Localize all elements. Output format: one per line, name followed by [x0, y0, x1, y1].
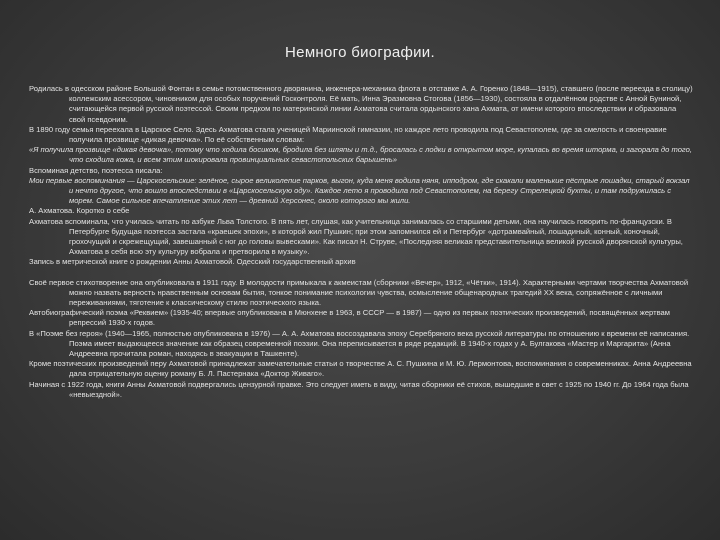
paragraph-tsarskoe-selo: В 1890 году семья переехала в Царское Село. Здесь Ахматова стала ученицей Мариинской гимназии, но каждое лето проводила под Севастополем, где за смелость и своенравие получила прозвище «дикая девочка». По её собственным словам: — [29, 124, 667, 145]
quote-wild-girl: «Я получила прозвище «дикая девочка», потому что ходила босиком, бродила без шляпы и т.д., бросалась с лодки в открытом море, купалась во время шторма, и загорала до того, что сходила кожа, и всем этим шокировала провинциальных севастопольских барышень» — [29, 145, 692, 165]
paragraph-poem-without-hero: В «Поэме без героя» (1940—1965, полностью опубликована в 1976) — А. А. Ахматова воссоздавала эпоху Серебряного века русской литературы по отношению к времени её написания. Поэма имеет выдающееся значение как образец современной поэзии. Она переписывается в ряде редакций. В 1940-х годах у А. Булгакова «Мастер и Маргарита» (Анна Андреевна прочитала роман, находясь в эвакуации в Ташкенте). — [29, 328, 690, 359]
paragraph-birth-record: Запись в метрической книге о рождении Анны Ахматовой. Одесский государственный архив — [29, 257, 356, 267]
paragraph-censorship: Начиная с 1922 года, книги Анны Ахматовой подвергались цензурной правке. Это следует иметь в виду, читая сборники её стихов, вышедшие в свет с 1925 по 1940 гг. До 1964 года была «невыездной». — [29, 379, 689, 399]
quote-source: А. Ахматова. Коротко о себе — [29, 206, 130, 216]
paragraph-first-poem: Своё первое стихотворение она опубликовала в 1911 году. В молодости примыкала к акмеистам (сборники «Вечер», 1912, «Чётки», 1914). Характерными чертами творчества Ахматовой можно назвать верность нравственным основам бытия, тонкое понимание психологии чувства, осмысление общенародных трагедий XX века, сопряжённое с личными переживаниями, тяготение к классическому стилю поэтического языка. — [29, 277, 689, 308]
quote-first-memories: Мои первые воспоминания — Царскосельские: зелёное, сырое великолепие парков, выгон, куда меня водила няня, ипподром, где скакали маленькие пёстрые лошадки, старый вокзал и нечто другое, что вошло впоследствии в «Царскосельскую оду». Каждое лето я проводила под Севастополем, на берегу Стрелецкой бухты, и там подружилась с морем. Самое сильное впечатление этих лет — древний Херсонес, около которого мы жили. — [29, 175, 690, 206]
slide-title: Немного биографии. — [285, 44, 435, 61]
paragraph-birth: Родилась в одесском районе Большой Фонтан в семье потомственного дворянина, инженера-механика флота в отставке А. А. Горенко (1848—1915), ставшего (после переезда в столицу) коллежским асессором, чиновником для особых поручений Госконтроля. Её мать, Инна Эразмовна Стогова (1856—1930), состояла в отдалённом родстве с Анной Буниной, считающейся первой русской поэтессой. Своим предком по материнской линии Ахматова считала ордынского хана Ахмата, от имени которого впоследствии и образовала свой псевдоним. — [29, 84, 693, 124]
slide-content — [29, 84, 693, 400]
paragraph-articles: Кроме поэтических произведений перу Ахматовой принадлежат замечательные статьи о творчестве А. С. Пушкина и М. Ю. Лермонтова, воспоминания о современниках. Анна Андреевна дала отрицательную оценку роману Б. Л. Пастернака «Доктор Живаго». — [29, 359, 692, 379]
paragraph-reading: Ахматова вспоминала, что училась читать по азбуке Льва Толстого. В пять лет, слушая, как учительница занималась со старшими детьми, она научилась говорить по-французски. В Петербурге будущая поэтесса застала «краешек эпохи», в которой жил Пушкин; при этом запомнился ей и Петербург «дотрамвайный, лошадиный, конный, коночный, грохочущий и скрежещущий, завешанный с ног до головы вывесками». Как писал Н. Струве, «Последняя великая представительница великой русской дворянской культуры, Ахматова в себя всю эту культуру вобрала и претворила в музыку». — [29, 216, 683, 257]
paragraph-requiem: Автобиографический поэма «Реквием» (1935-40; впервые опубликована в Мюнхене в 1963, в СССР — в 1987) — одно из первых поэтических произведений, посвящённых жертвам репрессий 1930-х годов. — [29, 308, 670, 328]
paragraph-childhood-intro: Вспоминая детство, поэтесса писала: — [29, 165, 163, 175]
